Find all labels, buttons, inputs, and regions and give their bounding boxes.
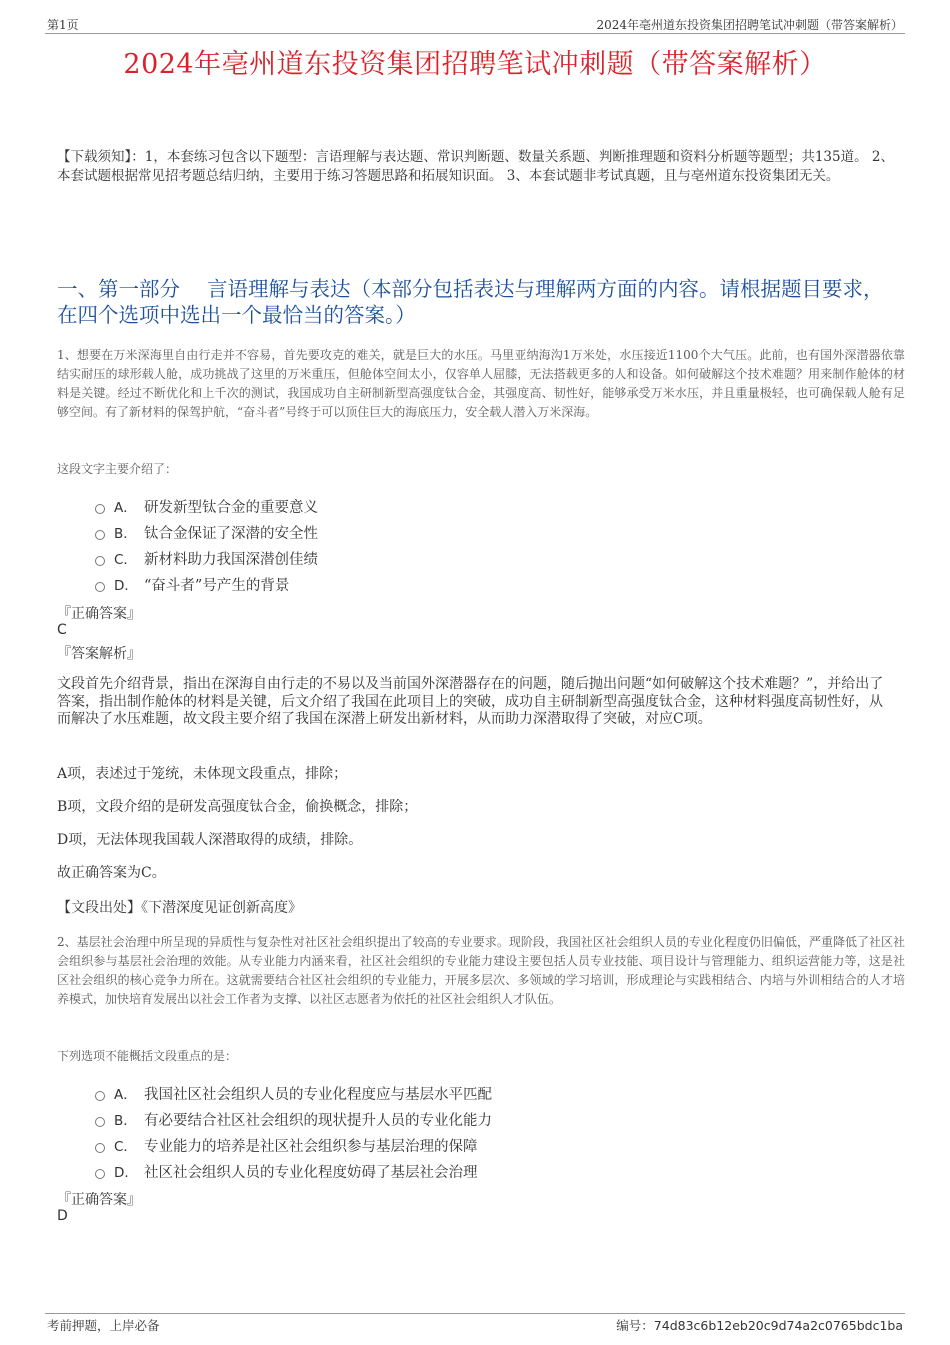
option-text: 社区社会组织人员的专业化程度妨碍了基层社会治理: [144, 1164, 478, 1181]
question-1-option-c[interactable]: [95, 545, 795, 571]
footer-code-block: [616, 1316, 903, 1334]
question-1-passage: 1、想要在万米深海里自由行走并不容易，首先要攻克的难关，就是巨大的水压。马里亚纳海沟1万米处，水压接近1100个大气压。此前，也有国外深潜器依靠结实耐压的球形载人舱，成功挑战了这里的万米重压，但舱体空间太小，仅容单人屈膝，无法搭载更多的人和设备。如何破解这个技术难题？用来制作舱体的材料是关键。经过不断优化和上千次的测试，我国成功自主研制新型高强度钛合金，其强度高、韧性好，能够承受万米水压，并且重量极轻，也可确保载人舱有足够空间。有了新材料的保驾护航，“奋斗者”号终于可以顶住巨大的海底压力，安全载人潜入万米深海。: [57, 348, 905, 419]
question-1-options: [95, 493, 795, 597]
radio-icon[interactable]: [95, 530, 105, 540]
question-2-passage: 2、基层社会治理中所呈现的异质性与复杂性对社区社会组织提出了较高的专业要求。现阶段，我国社区社会组织人员的专业化程度仍旧偏低，严重降低了社区社会组织参与基层社会治理的效能。从专业能力内涵来看，社区社会组织的专业能力建设主要包括人员专业技能、项目设计与管理能力、组织运营能力等，这是社区社会组织的核心竞争力所在。这就需要结合社区社会组织的专业能力，开展多层次、多领域的学习培训，形成理论与实践相结合、内培与外训相结合的人才培养模式，加快培育发展出以社会工作者为支撑、以社区志愿者为依托的社区社会组织人才队伍。: [57, 935, 905, 1006]
question-1-analysis-label: 『答案解析』: [57, 646, 141, 662]
question-1-analysis-main: 文段首先介绍背景，指出在深海自由行走的不易以及当前国外深潜器存在的问题，随后抛出问题“如何破解这个技术难题？”，并给出了答案，指出制作舱体的材料是关键，后文介绍了我国在此项目上的突破，成功自主研制新型高强度钛合金，这种材料强度高韧性好，从而解决了水压难题，故文段主要介绍了我国在深潜上研发出新材料，从而助力深潜取得了突破，对应C项。: [57, 676, 884, 727]
page-header: [45, 13, 905, 34]
option-text: 我国社区社会组织人员的专业化程度应与基层水平匹配: [144, 1086, 492, 1103]
question-1-answer: C: [57, 622, 67, 638]
section-heading: 一、第一部分 言语理解与表达（本部分包括表达与理解两方面的内容。请根据题目要求，在四个选项中选出一个最恰当的答案。）: [57, 277, 884, 327]
footer-code: 74d83c6b12eb20c9d74a2c0765bdc1ba: [653, 1318, 903, 1333]
question-1-source: 【文段出处】《下潜深度见证创新高度》: [57, 900, 302, 916]
option-text: “奋斗者”号产生的背景: [144, 577, 290, 594]
radio-icon[interactable]: [95, 1091, 105, 1101]
question-2-option-c[interactable]: [95, 1132, 795, 1158]
question-1-analysis-b: B项，文段介绍的是研发高强度钛合金，偷换概念，排除；: [57, 799, 418, 815]
radio-icon[interactable]: [95, 1117, 105, 1127]
option-text: 研发新型钛合金的重要意义: [144, 499, 318, 516]
question-2-option-d[interactable]: [95, 1158, 795, 1184]
option-letter: A．: [114, 500, 137, 516]
option-text: 钛合金保证了深潜的安全性: [144, 525, 318, 542]
question-2-option-a[interactable]: [95, 1080, 795, 1106]
question-1-prompt: 这段文字主要介绍了：: [57, 462, 178, 476]
question-1-option-b[interactable]: [95, 519, 795, 545]
radio-icon[interactable]: [95, 504, 105, 514]
page-footer: [45, 1313, 905, 1334]
question-1-option-a[interactable]: [95, 493, 795, 519]
radio-icon[interactable]: [95, 1143, 105, 1153]
option-text: 专业能力的培养是社区社会组织参与基层治理的保障: [144, 1138, 478, 1155]
option-letter: C．: [114, 552, 137, 568]
radio-icon[interactable]: [95, 556, 105, 566]
question-2-option-b[interactable]: [95, 1106, 795, 1132]
option-letter: C．: [114, 1139, 137, 1155]
header-doc-title: 2024年亳州道东投资集团招聘笔试冲刺题（带答案解析）: [596, 18, 903, 32]
footer-slogan: 考前押题，上岸必备: [47, 1318, 160, 1333]
page-title: 2024年亳州道东投资集团招聘笔试冲刺题（带答案解析）: [123, 49, 827, 80]
option-text: 新材料助力我国深潜创佳绩: [144, 551, 318, 568]
question-2-options: [95, 1080, 795, 1184]
option-letter: D．: [114, 1165, 138, 1181]
question-1-answer-label: 『正确答案』: [57, 606, 141, 622]
option-letter: D．: [114, 578, 138, 594]
question-2-answer-label: 『正确答案』: [57, 1192, 141, 1208]
option-letter: A．: [114, 1087, 137, 1103]
radio-icon[interactable]: [95, 582, 105, 592]
question-1-analysis-d: D项，无法体现我国载人深潜取得的成绩，排除。: [57, 832, 363, 848]
radio-icon[interactable]: [95, 1169, 105, 1179]
download-notice: 【下载须知】：1，本套练习包含以下题型：言语理解与表达题、常识判断题、数量关系题、判断推理题和资料分析题等题型；共135道。 2、本套试题根据常见招考题总结归纳，主要用于练习答题思路和拓展知识面。 3、本套试题非考试真题，且与亳州道东投资集团无关。: [57, 149, 894, 184]
option-letter: B．: [114, 1113, 137, 1129]
footer-code-label: 编号：: [616, 1318, 654, 1333]
question-1-analysis-conclusion: 故正确答案为C。: [57, 865, 166, 881]
question-1-analysis-a: A项，表述过于笼统，未体现文段重点，排除；: [57, 766, 348, 782]
question-2-answer: D: [57, 1208, 68, 1224]
question-2-prompt: 下列选项不能概括文段重点的是：: [57, 1049, 238, 1063]
question-1-option-d[interactable]: [95, 571, 795, 597]
page-number: 第1页: [47, 18, 79, 32]
option-text: 有必要结合社区社会组织的现状提升人员的专业化能力: [144, 1112, 492, 1129]
option-letter: B．: [114, 526, 137, 542]
